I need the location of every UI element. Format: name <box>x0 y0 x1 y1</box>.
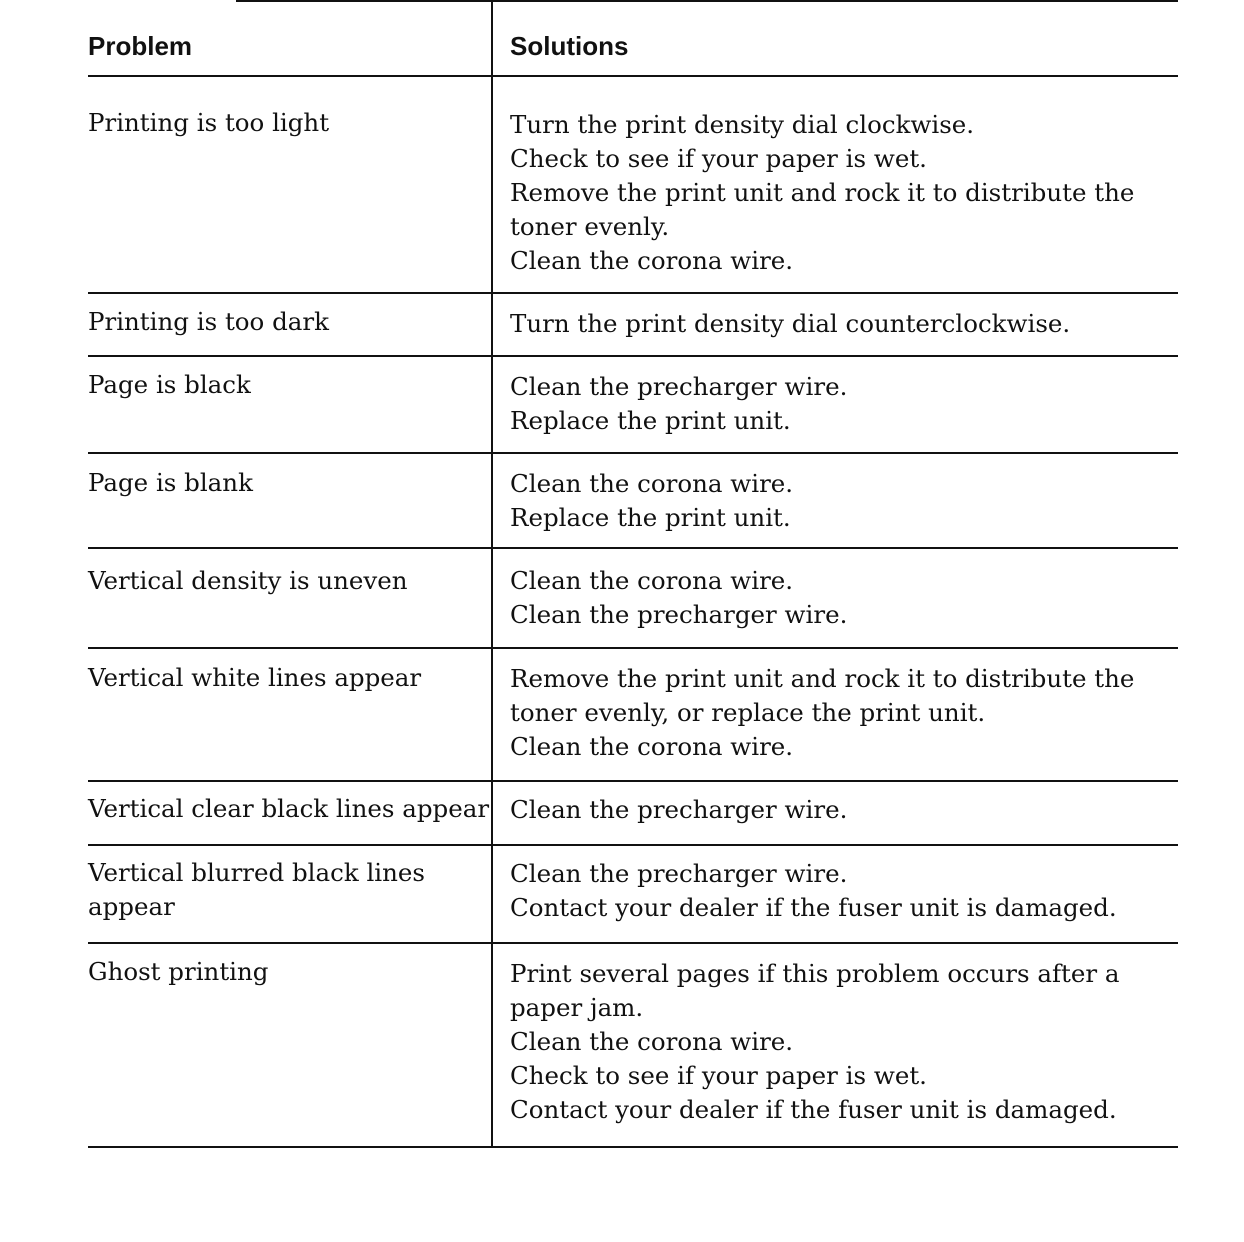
problem-line: Vertical blurred black lines <box>88 858 425 887</box>
row-rule <box>88 780 1178 782</box>
problem-line: Vertical white lines appear <box>88 663 422 692</box>
problem-line: Printing is too dark <box>88 307 329 336</box>
table-row-problem <box>88 955 268 989</box>
row-rule <box>88 547 1178 549</box>
problem-line: Page is black <box>88 370 251 399</box>
table-row-solutions <box>510 662 1134 764</box>
table-row-solutions <box>510 793 847 827</box>
problem-line: appear <box>88 892 175 921</box>
table-row-problem <box>88 106 329 140</box>
solution-line: Clean the precharger wire. <box>510 372 848 401</box>
solution-line: Check to see if your paper is wet. <box>510 1061 927 1090</box>
solution-line: paper jam. <box>510 993 644 1022</box>
solution-line: Contact your dealer if the fuser unit is damaged. <box>510 893 1117 922</box>
table-row-problem <box>88 466 253 500</box>
solution-line: Remove the print unit and rock it to distribute the <box>510 664 1135 693</box>
problem-line: Printing is too light <box>88 108 330 137</box>
problem-line: Ghost printing <box>88 957 269 986</box>
row-rule <box>88 292 1178 294</box>
problem-line: Page is blank <box>88 468 253 497</box>
solution-line: toner evenly, or replace the print unit. <box>510 698 986 727</box>
solution-line: Replace the print unit. <box>510 406 791 435</box>
row-rule <box>88 452 1178 454</box>
solution-line: Clean the corona wire. <box>510 246 794 275</box>
table-top-rule <box>236 0 1178 2</box>
row-rule <box>88 844 1178 846</box>
table-row-problem <box>88 792 489 826</box>
solution-line: Print several pages if this problem occurs after a <box>510 959 1120 988</box>
solutions-column-header: Solutions <box>510 31 629 61</box>
solution-line: toner evenly. <box>510 212 670 241</box>
table-row-solutions <box>510 857 1117 925</box>
row-rule <box>88 942 1178 944</box>
solution-line: Contact your dealer if the fuser unit is damaged. <box>510 1095 1117 1124</box>
solution-line: Clean the precharger wire. <box>510 859 848 888</box>
table-row-solutions <box>510 108 1134 278</box>
problem-line: Vertical clear black lines appear <box>88 794 490 823</box>
table-bottom-rule <box>88 1146 1178 1148</box>
solution-line: Clean the precharger wire. <box>510 600 848 629</box>
table-row-problem <box>88 305 329 339</box>
table-row-problem <box>88 661 421 695</box>
table-row-problem <box>88 856 425 924</box>
solution-line: Check to see if your paper is wet. <box>510 144 927 173</box>
table-row-solutions <box>510 957 1120 1127</box>
table-row-solutions <box>510 307 1070 341</box>
problem-column-header: Problem <box>88 31 193 61</box>
solution-line: Turn the print density dial clockwise. <box>510 110 975 139</box>
problem-line: Vertical density is uneven <box>88 566 408 595</box>
table-row-problem <box>88 564 408 598</box>
row-rule <box>88 355 1178 357</box>
solution-line: Turn the print density dial counterclockwise. <box>510 309 1071 338</box>
solution-line: Remove the print unit and rock it to distribute the <box>510 178 1135 207</box>
solution-line: Clean the corona wire. <box>510 732 794 761</box>
row-rule <box>88 647 1178 649</box>
solution-line: Replace the print unit. <box>510 503 791 532</box>
table-row-solutions <box>510 370 847 438</box>
solution-line: Clean the corona wire. <box>510 566 794 595</box>
solution-line: Clean the corona wire. <box>510 1027 794 1056</box>
table-row-solutions <box>510 564 847 632</box>
column-divider <box>491 0 493 1147</box>
table-row-solutions <box>510 467 793 535</box>
solution-line: Clean the precharger wire. <box>510 795 848 824</box>
header-rule <box>88 75 1178 77</box>
solution-line: Clean the corona wire. <box>510 469 794 498</box>
table-row-problem <box>88 368 251 402</box>
